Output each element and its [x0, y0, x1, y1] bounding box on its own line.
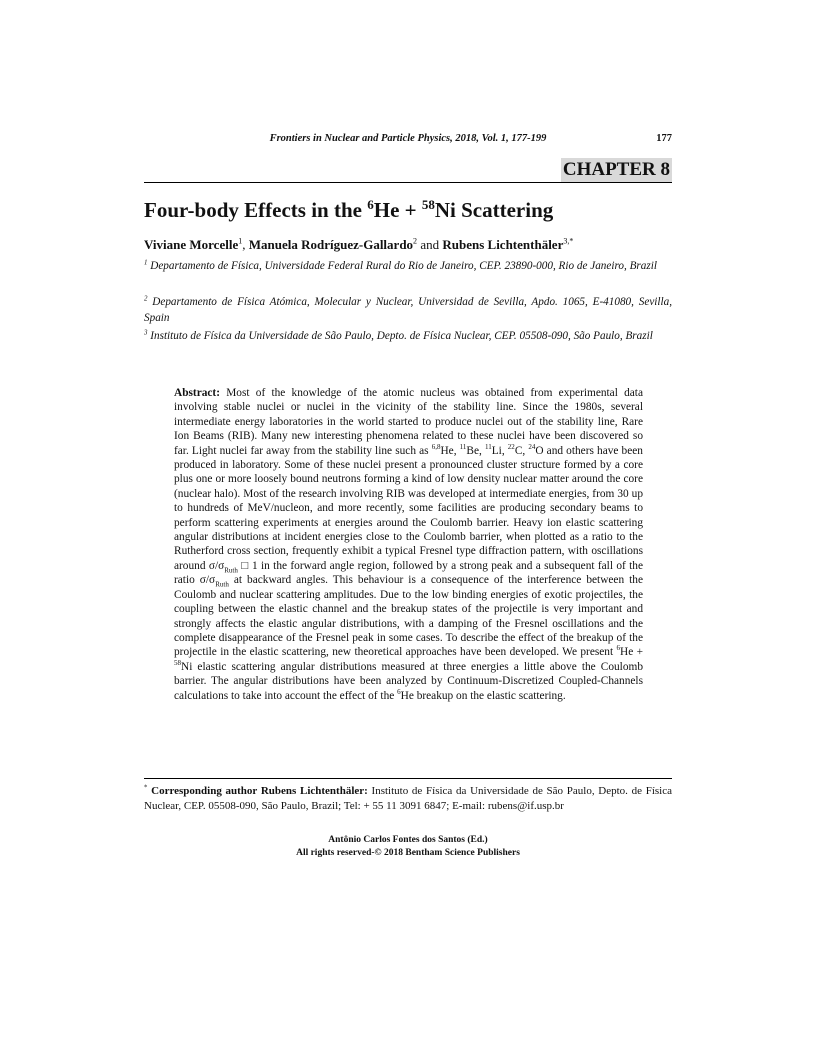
footnote-rule	[144, 778, 672, 779]
footnote-label: Corresponding author Rubens Lichtenthäler:	[147, 785, 368, 797]
rights-line: All rights reserved-© 2018 Bentham Science Publishers	[296, 848, 520, 858]
affiliation: $^3$ Instituto de Física da Universidade de São Paulo, Depto. de Física Nuclear, CEP. 05508-090, São Paulo, Brazil	[144, 328, 653, 342]
author-name: Manuela Rodríguez-Gallardo	[248, 237, 414, 252]
author-name: Rubens Lichtenthäler	[442, 237, 564, 252]
publisher-info	[144, 834, 672, 860]
page-range: , 177-199	[506, 133, 547, 144]
affiliation: $^2$ Departamento de Física Atómica, Molecular y Nuclear, Universidad de Sevilla, Apdo. 1065, E-41080, Sevilla, Spain	[144, 294, 672, 324]
affiliation: $^1$ Departamento de Física, Universidade Federal Rural do Rio de Janeiro, CEP. 23890-000, Rio de Janeiro, Brazil	[144, 258, 657, 272]
footnote: * Corresponding author Rubens Lichtenthäler: Instituto de Física da Universidade de São Paulo, Depto. de Física Nuclear, CEP. 05508-090, São Paulo, Brazil; Tel: + 55 11 3091 6847; E-mail: rubens@if.usp.br	[144, 784, 672, 812]
author-list: Viviane Morcelle$^1$, Manuela Rodríguez-Gallardo$^2$ and Rubens Lichtenthäler$^{3,*}$	[144, 236, 574, 252]
chapter-rule	[144, 182, 672, 183]
volume: Vol. 1	[481, 133, 507, 144]
author-name: Viviane Morcelle	[144, 237, 239, 252]
chapter-label: CHAPTER 8	[562, 159, 670, 180]
abstract: Abstract: Most of the knowledge of the atomic nucleus was obtained from experimental data involving stable nuclei or nuclei in the vicinity of the stability line. Since the 1980s, several intermediate energy laboratories in the world started to produce nuclei out of the stability line, Rare Ion Beams (RIB). Many new interesting phenomena related to these nuclei have been discovered so far. Light nuclei far away from the stability line such as $^{6,8}$He, $^{11}$Be, $^{11}$Li, $^{22}$C, $^{24}$O and others have been produced in laboratory. Some of these nuclei present a pronounced cluster structure formed by a core plus one or more loosely bound neutrons forming a kind of low density nuclear matter around the core (nuclear halo). Most of the research involving RIB was developed at intermediate energies, from 30 up to hundreds of MeV/nucleon, and more recently, some facilities are producing secondary beams to perform scattering experiments at energies around the Coulomb barrier. Heavy ion elastic scattering angular distributions at incident energies close to the Coulomb barrier, when plotted as a ratio to the Rutherford cross section, frequently exhibit a typical Fresnel type diffraction pattern, with oscillations around $\sigma/\sigma_{Ruth}$ □ 1 in the forward angle region, followed by a strong peak and a subsequent fall of the ratio $\sigma/\sigma_{Ruth}$ at backward angles. This behaviour is a consequence of the interference between the Coulomb and nuclear scattering amplitudes. Due to the low binding energies of exotic projectiles, the coupling between the elastic channel and the breakup states of the projectile is very important and strongly affects the elastic angular distributions, with a damping of the Fresnel oscillations and the complete disappearance of the Fresnel peak in some cases. To describe the effect of the breakup of the projectile in the elastic scattering, new theoretical approaches have been developed. We present $^6$He + $^{58}$Ni elastic scattering angular distributions measured at three energies a little above the Coulomb barrier. The angular distributions have been analyzed by Continuum-Discretized Coupled-Channels calculations to take into account the effect of the $^6$He breakup on the elastic scattering.	[174, 387, 644, 702]
page-number: 177	[656, 133, 672, 144]
editor-line: Antônio Carlos Fontes dos Santos (Ed.)	[328, 835, 488, 845]
year: , 2018,	[450, 133, 482, 144]
abstract-label: Abstract:	[174, 387, 220, 399]
running-header	[144, 133, 672, 144]
journal-name: Frontiers in Nuclear and Particle Physics	[269, 133, 451, 144]
chapter-title: Four-body Effects in the $^6$He + $^{58}$Ni Scattering	[144, 197, 554, 222]
